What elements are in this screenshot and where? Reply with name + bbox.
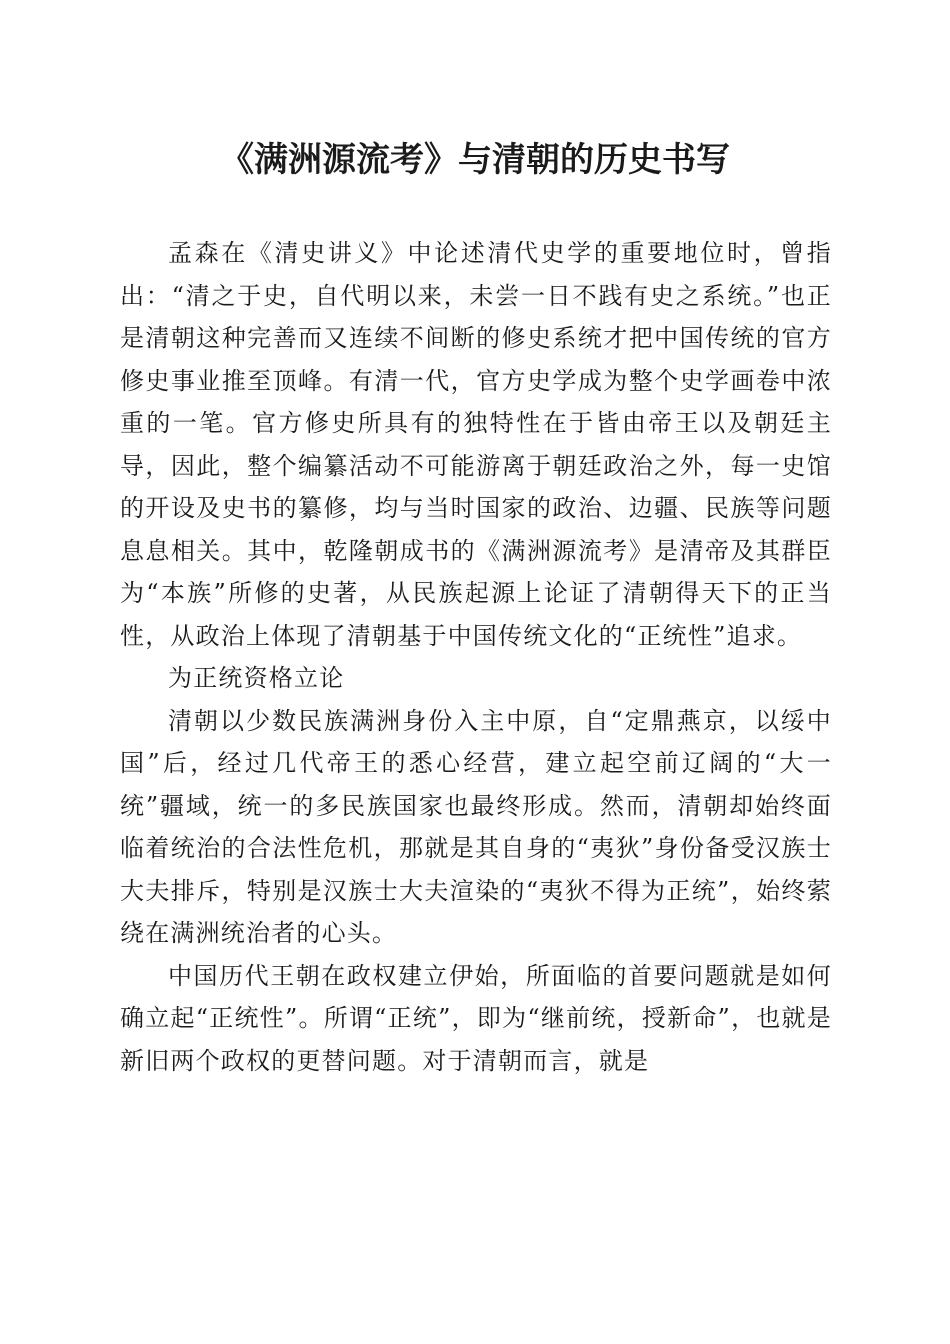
section-heading: 为正统资格立论 (168, 664, 345, 692)
paragraph-intro: 孟森在《清史讲义》中论述清代史学的重要地位时，曾指出：“清之于史，自代明以来，未尝一日不践有史之系统。”也正是清朝这种完善而又连续不间断的修史系统才把中国传统的官方修史事业推至顶峰。有清一代，官方史学成为整个史学画卷中浓重的一笔。官方修史所具有的独特性在于皆由帝王以及朝廷主导，因此，整个编纂活动不可能游离于朝廷政治之外，每一史馆的开设及史书的纂修，均与当时国家的政治、边疆、民族等问题息息相关。其中，乾隆朝成书的《满洲源流考》是清帝及其群臣为“本族”所修的史著，从民族起源上论证了清朝得天下的正当性，从政治上体现了清朝基于中国传统文化的“正统性”追求。 (120, 239, 832, 650)
document-title: 《满洲源流考》与清朝的历史书写 (220, 140, 730, 180)
paragraph-qing-legitimacy: 清朝以少数民族满洲身份入主中原，自“定鼎燕京，以绥中国”后，经过几代帝王的悉心经营，建立起空前辽阔的“大一统”疆域，统一的多民族国家也最终形成。然而，清朝却始终面临着统治的合法性危机，那就是其自身的“夷狄”身份备受汉族士大夫排斥，特别是汉族士大夫渲染的“夷狄不得为正统”，始终萦绕在满洲统治者的心头。 (120, 706, 832, 947)
document-body (120, 232, 832, 1082)
paragraph-orthodoxy: 中国历代王朝在政权建立伊始，所面临的首要问题就是如何确立起“正统性”。所谓“正统”，即为“继前统，授新命”，也就是新旧两个政权的更替问题。对于清朝而言，就是 (120, 961, 832, 1075)
